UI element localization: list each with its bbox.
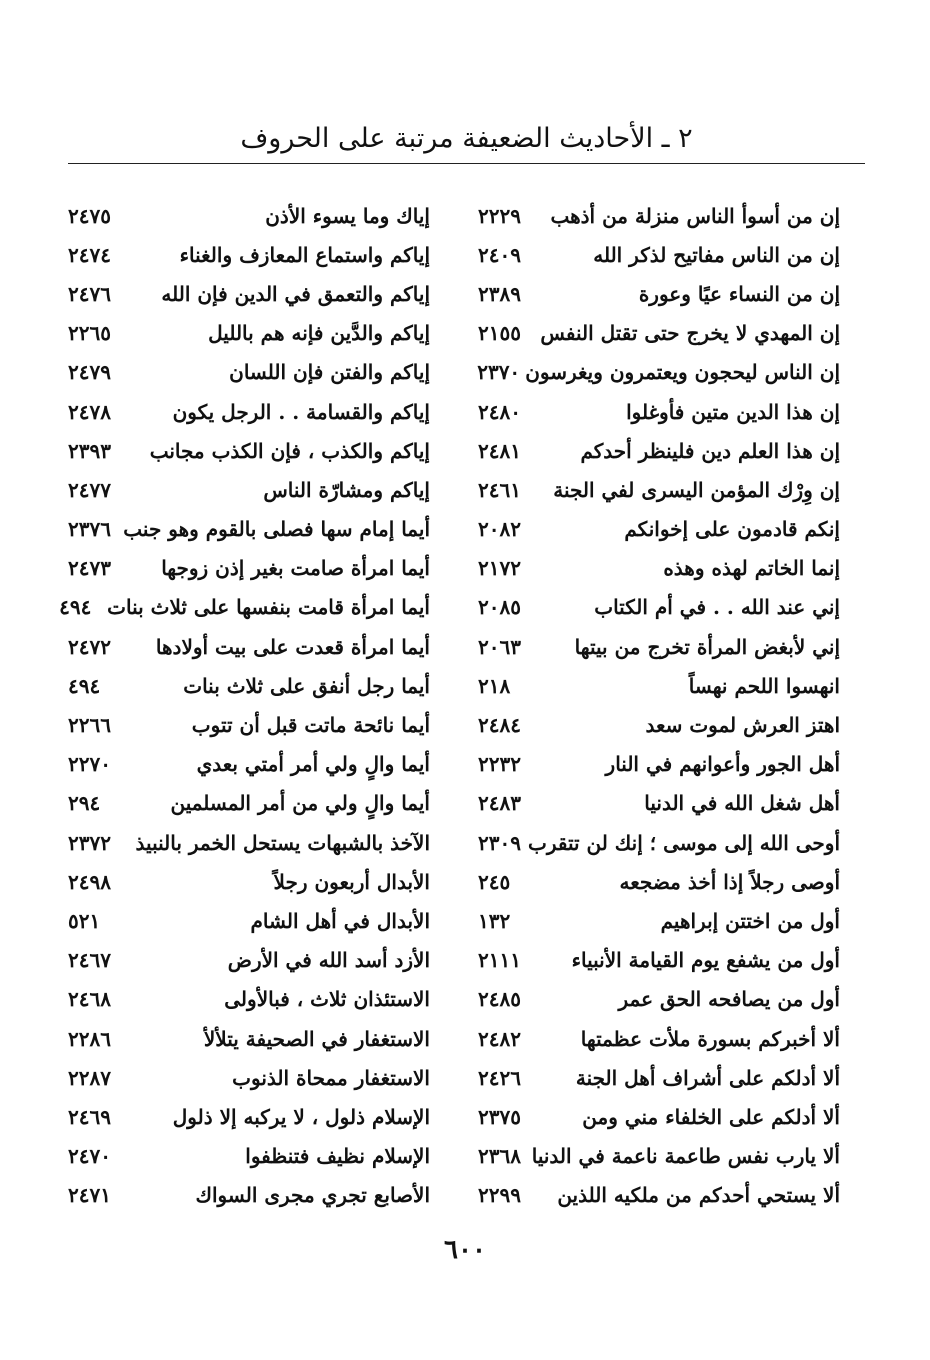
index-entry xyxy=(478,274,840,313)
entry-number: ٢١٧٢ xyxy=(478,556,521,581)
entry-number: ٢٤٧٦ xyxy=(68,281,111,306)
index-entry xyxy=(68,510,430,549)
entry-number: ٢٣٦٨ xyxy=(478,1144,521,1169)
entry-number: ٢٤٧٥ xyxy=(68,203,111,228)
entry-text: ألا يستحي أحدكم من ملكيه اللذين xyxy=(557,1183,840,1208)
index-entry xyxy=(478,1058,840,1097)
index-entry xyxy=(68,1137,430,1176)
entry-number: ٥٢١ xyxy=(68,908,101,933)
entry-number: ٢٤٨١ xyxy=(478,438,521,463)
index-entry xyxy=(478,235,840,274)
entry-text: ألا أخبركم بسورة ملأت عظمتها xyxy=(580,1026,840,1051)
entry-text: الآخذ بالشبهات يستحل الخمر بالنبيذ xyxy=(135,830,430,855)
index-entry xyxy=(68,274,430,313)
entry-text: إياكم والقسامة . . الرجل يكون xyxy=(172,399,430,424)
index-entry xyxy=(68,980,430,1019)
index-entry xyxy=(478,901,840,940)
running-header: ٢ ـ الأحاديث الضعيفة مرتبة على الحروف xyxy=(240,123,693,154)
index-column-right xyxy=(478,196,840,1215)
index-entry xyxy=(478,1176,840,1215)
entry-text: أيما امرأة قامت بنفسها على ثلاث بنات xyxy=(107,595,430,620)
entry-number: ٢٠٨٢ xyxy=(478,517,521,542)
entry-number: ٢٤٧٩ xyxy=(68,360,111,385)
entry-number: ٢٢٣٢ xyxy=(478,752,521,777)
entry-text: ألا أدلكم على الخلفاء مني ومن xyxy=(582,1104,840,1129)
entry-number: ٢٣٧٢ xyxy=(68,830,111,855)
index-entry xyxy=(478,1097,840,1136)
entry-text: الأصابع تجري مجرى السواك xyxy=(195,1183,430,1208)
index-entry xyxy=(68,823,430,862)
index-entry xyxy=(478,784,840,823)
entry-text: الأبدال في أهل الشام xyxy=(250,908,430,933)
entry-number: ٢٤٧٢ xyxy=(68,634,111,659)
entry-text: أيما نائحة ماتت قبل أن تتوب xyxy=(191,713,430,738)
index-entry xyxy=(478,941,840,980)
entry-text: أيما رجل أنفق على ثلاث بنات xyxy=(183,673,430,698)
entry-text: الإسلام ذلول ، لا يركبه إلا ذلول xyxy=(172,1104,430,1129)
entry-number: ٢٤٨٣ xyxy=(478,791,521,816)
entry-text: إنكم قادمون على إخوانكم xyxy=(624,517,840,542)
index-entry xyxy=(68,745,430,784)
entry-text: إن من النساء عيًا وعورة xyxy=(638,281,840,306)
entry-number: ٢٣٩٣ xyxy=(68,438,111,463)
entry-text: إياك وما يسوء الأذن xyxy=(265,203,430,228)
entry-text: إياكم والفتن فإن اللسان xyxy=(229,360,430,385)
entry-number: ٢٢٧٠ xyxy=(68,752,111,777)
entry-number: ٢٤٠٩ xyxy=(478,242,521,267)
entry-number: ٢٣٠٩ xyxy=(478,830,521,855)
entry-text: أوصى رجلاً إذا أخذ مضجعه xyxy=(619,869,840,894)
entry-number: ٢٢٦٦ xyxy=(68,713,111,738)
index-entry xyxy=(68,901,430,940)
index-entry xyxy=(68,431,430,470)
index-entry xyxy=(478,431,840,470)
entry-number: ٢٤٧٨ xyxy=(68,399,111,424)
index-entry xyxy=(478,196,840,235)
entry-number: ٢٠٦٣ xyxy=(478,634,521,659)
index-entry xyxy=(68,862,430,901)
index-entry xyxy=(478,353,840,392)
entry-text: ألا يارب نفس طاعمة ناعمة في الدنيا xyxy=(531,1144,840,1169)
index-entry xyxy=(68,314,430,353)
index-entry xyxy=(68,627,430,666)
index-entry xyxy=(478,1019,840,1058)
entry-text: إياكم ومشارّة الناس xyxy=(263,477,430,502)
entry-number: ٢٤٧٧ xyxy=(68,477,111,502)
index-entry xyxy=(68,784,430,823)
entry-text: أيما امرأة قعدت على بيت أولادها xyxy=(155,634,430,659)
entry-text: إنما الخاتم لهذه وهذه xyxy=(663,556,840,581)
entry-text: الاستغفار ممحاة الذنوب xyxy=(232,1065,430,1090)
index-entry xyxy=(478,470,840,509)
index-entry xyxy=(68,705,430,744)
entry-text: أهل الجور وأعوانهم في النار xyxy=(605,752,840,777)
entry-text: ألا أدلكم على أشراف أهل الجنة xyxy=(575,1065,840,1090)
entry-text: إياكم والتعمق في الدين فإن الله xyxy=(161,281,430,306)
entry-number: ٢٣٧٦ xyxy=(68,517,111,542)
index-entry xyxy=(478,549,840,588)
index-entry xyxy=(59,588,430,627)
entry-number: ٢٤٨٤ xyxy=(478,713,521,738)
entry-text: إياكم والدَّين فإنه هم بالليل xyxy=(208,321,430,346)
index-entry xyxy=(478,705,840,744)
entry-number: ٢٤٦١ xyxy=(478,477,521,502)
entry-text: أول من يصافحه الحق عمر xyxy=(618,987,840,1012)
index-entry xyxy=(68,392,430,431)
index-entry xyxy=(68,1097,430,1136)
entry-text: إن من أسوأ الناس منزلة من أذهب xyxy=(550,203,840,228)
entry-number: ٢٢٨٧ xyxy=(68,1065,111,1090)
entry-text: الأزد أسد الله في الأرض xyxy=(227,948,430,973)
index-entry xyxy=(68,666,430,705)
entry-text: إن من الناس مفاتيح لذكر الله xyxy=(593,242,840,267)
entry-text: إن هذا الدين متين فأوغلوا xyxy=(626,399,840,424)
entry-number: ٢٤٧٠ xyxy=(68,1144,111,1169)
index-entry xyxy=(478,314,840,353)
entry-number: ٢٤٨٠ xyxy=(478,399,521,424)
index-entry xyxy=(68,1176,430,1215)
entry-number: ٢٢٨٦ xyxy=(68,1026,111,1051)
entry-number: ٢٤٨٢ xyxy=(478,1026,521,1051)
entry-number: ٢٤٦٨ xyxy=(68,987,111,1012)
entry-number: ٢٤٩٨ xyxy=(68,869,111,894)
index-entry xyxy=(478,588,840,627)
entry-text: إن المهدي لا يخرج حتى تقتل النفس xyxy=(540,321,840,346)
index-entry xyxy=(478,510,840,549)
entry-text: إن وِرْك المؤمن اليسرى لفي الجنة xyxy=(553,477,840,502)
index-entry xyxy=(478,1137,840,1176)
entry-number: ٢٤٦٧ xyxy=(68,948,111,973)
entry-text: إني لأبغض المرأة تخرج من بيتها xyxy=(574,634,840,659)
entry-number: ٢٤٨٥ xyxy=(478,987,521,1012)
entry-text: اهتز العرش لموت سعد xyxy=(645,713,840,738)
entry-number: ٢٣٧٠ xyxy=(477,360,521,385)
index-entry xyxy=(68,235,430,274)
entry-number: ٢٩٤ xyxy=(68,791,101,816)
entry-text: أيما والٍ ولي من أمر المسلمين xyxy=(170,791,430,816)
index-entry xyxy=(68,941,430,980)
entry-number: ٤٩٤ xyxy=(68,673,101,698)
index-entry xyxy=(478,823,840,862)
entry-text: إني عند الله . . في أم الكتاب xyxy=(594,595,840,620)
index-entry xyxy=(68,549,430,588)
entry-text: أيما إمام سها فصلى بالقوم وهو جنب xyxy=(123,517,430,542)
index-entry xyxy=(478,666,840,705)
index-entry xyxy=(68,353,430,392)
index-entry xyxy=(68,1019,430,1058)
entry-number: ٢٣٨٩ xyxy=(478,281,521,306)
index-entry xyxy=(478,392,840,431)
entry-text: أيما امرأة صامت بغير إذن زوجها xyxy=(161,556,430,581)
entry-text: أوحى الله إلى موسى ؛ إنك لن تتقرب xyxy=(527,830,840,855)
entry-number: ٢٠٨٥ xyxy=(478,595,521,620)
entry-number: ٢٢٢٩ xyxy=(478,203,521,228)
entry-number: ٢١٥٥ xyxy=(478,321,521,346)
index-entry xyxy=(478,745,840,784)
entry-text: أيما والٍ ولي أمر أمتي بعدي xyxy=(196,752,430,777)
entry-text: انهسوا اللحم نهساً xyxy=(688,673,840,698)
entry-text: أول من اختتن إبراهيم xyxy=(660,908,840,933)
entry-number: ٢٣٧٥ xyxy=(478,1104,521,1129)
entry-number: ٢٤٧٣ xyxy=(68,556,111,581)
index-entry xyxy=(478,627,840,666)
entry-text: الاستغفار في الصحيفة يتلألأ xyxy=(203,1026,430,1051)
entry-number: ١٣٢ xyxy=(478,908,511,933)
index-entry xyxy=(478,862,840,901)
entry-number: ٢٤٧٤ xyxy=(68,242,111,267)
entry-text: الأبدال أربعون رجلاً xyxy=(273,869,430,894)
entry-text: إن هذا العلم دين فلينظر أحدكم xyxy=(580,438,840,463)
index-entry xyxy=(68,196,430,235)
header-rule xyxy=(68,163,865,164)
entry-number: ٢١٨ xyxy=(478,673,511,698)
entry-text: الاستئذان ثلاث ، فبالأولى xyxy=(224,987,430,1012)
entry-number: ٢٢٩٩ xyxy=(478,1183,521,1208)
index-entry xyxy=(478,980,840,1019)
entry-number: ٢٤٢٦ xyxy=(478,1065,521,1090)
entry-text: إياكم والكذب ، فإن الكذب مجانب xyxy=(149,438,430,463)
index-entry xyxy=(68,1058,430,1097)
entry-number: ٢٤٧١ xyxy=(68,1183,111,1208)
page-number: ٦٠٠ xyxy=(444,1235,486,1265)
index-column-left xyxy=(59,196,430,1215)
index-entry xyxy=(68,470,430,509)
entry-text: الإسلام نظيف فتنظفوا xyxy=(245,1144,430,1169)
entry-number: ٢٤٥ xyxy=(478,869,511,894)
entry-number: ٢١١١ xyxy=(478,948,521,973)
entry-text: أهل شغل الله في الدنيا xyxy=(644,791,840,816)
entry-text: إن الناس ليحجون ويعتمرون ويغرسون xyxy=(525,360,840,385)
entry-number: ٢٢٦٥ xyxy=(68,321,111,346)
entry-number: ٢٤٦٩ xyxy=(68,1104,111,1129)
entry-text: إياكم واستماع المعازف والغناء xyxy=(179,242,430,267)
entry-text: أول من يشفع يوم القيامة الأنبياء xyxy=(571,948,840,973)
entry-number: ٤٩٤ xyxy=(59,595,92,620)
